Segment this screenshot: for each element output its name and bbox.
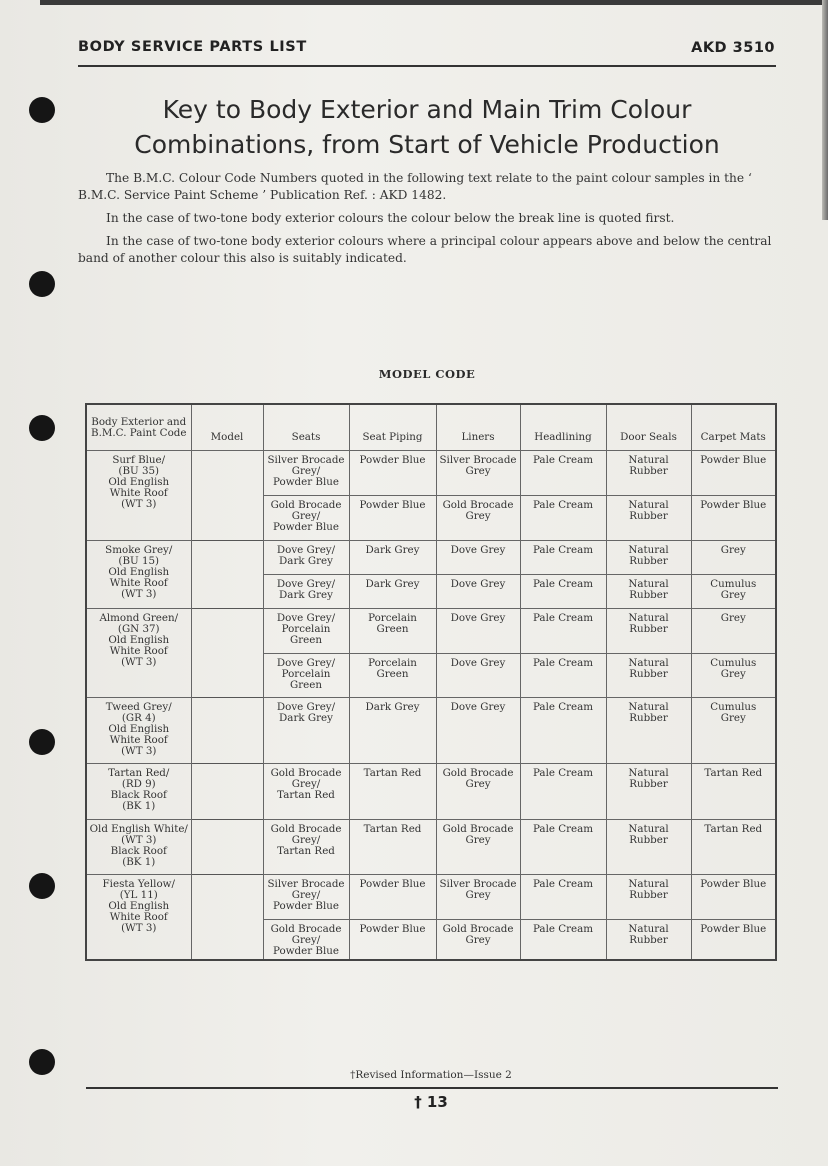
cell-line: Gold Brocade: [270, 499, 342, 511]
cell-line: White Roof: [109, 734, 168, 746]
door-seals-cell: [606, 698, 691, 764]
carpet-mats-cell: [691, 698, 776, 764]
punch-hole: [29, 97, 55, 123]
seat-piping-cell: [349, 820, 436, 875]
cell-line: Gold Brocade: [270, 767, 342, 779]
cell-line: Powder Blue: [359, 878, 426, 890]
cell-line: Rubber: [629, 934, 668, 946]
model-cell: [191, 654, 263, 698]
cell-line: Dove Grey/: [276, 612, 336, 624]
cell-line: Dark Grey: [365, 544, 420, 556]
header-rule: [78, 65, 776, 67]
cell-line: Tartan Red/: [108, 767, 170, 779]
cell-line: Powder Blue: [700, 499, 767, 511]
model-cell: [191, 575, 263, 609]
cell-line: Green: [290, 634, 322, 646]
cell-line: Dark Grey: [279, 712, 333, 724]
cell-line: Tartan Red: [363, 767, 422, 779]
cell-line: Pale Cream: [532, 767, 594, 779]
cell-line: Natural: [628, 612, 669, 624]
headlining-cell: [520, 451, 606, 496]
intro-paragraph: In the case of two-tone body exterior colours the colour below the break line is quoted first.: [106, 211, 675, 225]
model-cell: [191, 698, 263, 764]
liners-cell: [436, 698, 520, 764]
table-row: [86, 875, 776, 920]
cell-line: White Roof: [109, 911, 168, 923]
cell-line: Porcelain: [281, 668, 331, 680]
model-cell: [191, 920, 263, 960]
cell-line: Dove Grey/: [276, 544, 336, 556]
seats-cell: [263, 496, 349, 541]
headlining-cell: [520, 541, 606, 575]
table-row: [86, 451, 776, 496]
body-exterior-cell: [86, 764, 191, 820]
liners-cell: [436, 451, 520, 496]
seat-piping-cell: [349, 575, 436, 609]
page-number: † 13: [414, 1093, 448, 1111]
table-row: [86, 541, 776, 575]
cell-line: Old English White/: [89, 823, 188, 835]
cell-line: Pale Cream: [532, 657, 594, 669]
cell-line: Surf Blue/: [112, 454, 166, 466]
cell-line: Grey: [720, 544, 746, 556]
cell-line: Dove Grey/: [276, 701, 336, 713]
cell-line: Old English: [108, 476, 170, 488]
cell-line: Smoke Grey/: [105, 544, 173, 556]
carpet-mats-cell: [691, 496, 776, 541]
cell-line: Grey/: [291, 834, 321, 846]
headlining-cell: [520, 609, 606, 654]
cell-line: Cumulus: [710, 578, 757, 590]
body-exterior-cell: [86, 609, 191, 698]
table-row: [86, 764, 776, 820]
cell-line: Rubber: [629, 623, 668, 635]
cell-line: Rubber: [629, 668, 668, 680]
cell-line: Dove Grey: [450, 612, 506, 624]
cell-line: Porcelain: [281, 623, 331, 635]
body-exterior-cell: [86, 875, 191, 960]
cell-line: Natural: [628, 923, 669, 935]
column-header-seats: Seats: [263, 404, 349, 451]
cell-line: Grey: [465, 889, 491, 901]
cell-line: (YL 11): [119, 889, 158, 901]
cell-line: (WT 3): [121, 498, 157, 510]
cell-line: Dove Grey: [450, 578, 506, 590]
cell-line: (WT 3): [121, 745, 157, 757]
model-cell: [191, 609, 263, 654]
carpet-mats-cell: [691, 541, 776, 575]
cell-line: Natural: [628, 578, 669, 590]
cell-line: Grey/: [291, 934, 321, 946]
cell-line: Gold Brocade: [270, 923, 342, 935]
intro-paragraph: The B.M.C. Colour Code Numbers quoted in the following text relate to the paint colour samples in the ‘ B.M.C. Service Paint Scheme ’ Publication Ref. : AKD 1482.: [78, 171, 752, 202]
body-exterior-cell: [86, 541, 191, 609]
cell-line: White Roof: [109, 487, 168, 499]
cell-line: Rubber: [629, 889, 668, 901]
table-row: [86, 609, 776, 654]
cell-line: White Roof: [109, 577, 168, 589]
cell-line: (BK 1): [122, 800, 156, 812]
cell-line: Tweed Grey/: [105, 701, 172, 713]
table-body: [86, 451, 776, 960]
cell-line: Black Roof: [110, 845, 167, 857]
seats-cell: [263, 875, 349, 920]
cell-line: Grey: [465, 465, 491, 477]
cell-line: (RD 9): [121, 778, 156, 790]
intro-text: [78, 170, 776, 273]
model-cell: [191, 875, 263, 920]
column-header-model: Model: [191, 404, 263, 451]
liners-cell: [436, 920, 520, 960]
column-header-headlining: Headlining: [520, 404, 606, 451]
cell-line: Dark Grey: [365, 701, 420, 713]
cell-line: Rubber: [629, 589, 668, 601]
carpet-mats-cell: [691, 451, 776, 496]
seats-cell: [263, 764, 349, 820]
body-exterior-cell: [86, 451, 191, 541]
cell-line: Grey: [465, 778, 491, 790]
seat-piping-cell: [349, 764, 436, 820]
headlining-cell: [520, 920, 606, 960]
cell-line: Powder Blue: [359, 923, 426, 935]
seat-piping-cell: [349, 609, 436, 654]
liners-cell: [436, 575, 520, 609]
cell-line: Grey/: [291, 465, 321, 477]
cell-line: (GR 4): [121, 712, 156, 724]
cell-line: Gold Brocade: [442, 823, 514, 835]
scan-right-edge: [822, 0, 828, 220]
column-header-liners: Liners: [436, 404, 520, 451]
page-title-line-1: Key to Body Exterior and Main Trim Colour: [162, 95, 692, 124]
seats-cell: [263, 820, 349, 875]
table-row: [86, 820, 776, 875]
table-header-row: [86, 404, 776, 451]
page-title-line-2: Combinations, from Start of Vehicle Production: [134, 130, 720, 159]
seat-piping-cell: [349, 920, 436, 960]
model-cell: [191, 541, 263, 575]
headlining-cell: [520, 575, 606, 609]
seat-piping-cell: [349, 875, 436, 920]
seats-cell: [263, 541, 349, 575]
cell-line: Pale Cream: [532, 499, 594, 511]
carpet-mats-cell: [691, 920, 776, 960]
seat-piping-cell: [349, 451, 436, 496]
cell-line: Tartan Red: [704, 767, 763, 779]
cell-line: (GN 37): [117, 623, 160, 635]
door-seals-cell: [606, 875, 691, 920]
punch-hole: [29, 729, 55, 755]
door-seals-cell: [606, 496, 691, 541]
cell-line: Cumulus: [710, 657, 757, 669]
column-header-carpet-mats: Carpet Mats: [691, 404, 776, 451]
seats-cell: [263, 920, 349, 960]
cell-line: Old English: [108, 723, 170, 735]
headlining-cell: [520, 496, 606, 541]
liners-cell: [436, 875, 520, 920]
cell-line: Powder Blue: [273, 945, 339, 957]
cell-line: Grey: [465, 510, 491, 522]
seats-cell: [263, 654, 349, 698]
cell-line: Old English: [108, 634, 170, 646]
cell-line: Dove Grey: [450, 657, 506, 669]
cell-line: Grey: [720, 589, 746, 601]
cell-line: Pale Cream: [532, 612, 594, 624]
cell-line: (BU 35): [118, 465, 160, 477]
page-title: [78, 92, 776, 162]
seat-piping-cell: [349, 496, 436, 541]
header-document-ref: AKD 3510: [691, 40, 775, 56]
cell-line: Pale Cream: [532, 544, 594, 556]
table-row: [86, 698, 776, 764]
cell-line: Rubber: [629, 555, 668, 567]
cell-line: Natural: [628, 657, 669, 669]
cell-line: Grey: [720, 612, 746, 624]
cell-line: Powder Blue: [700, 878, 767, 890]
door-seals-cell: [606, 920, 691, 960]
door-seals-cell: [606, 654, 691, 698]
cell-line: Rubber: [629, 834, 668, 846]
cell-line: White Roof: [109, 645, 168, 657]
revised-information-note: †Revised Information—Issue 2: [350, 1069, 512, 1081]
seat-piping-cell: [349, 541, 436, 575]
cell-line: Grey: [720, 712, 746, 724]
cell-line: Black Roof: [110, 789, 167, 801]
model-cell: [191, 451, 263, 496]
seat-piping-cell: [349, 654, 436, 698]
cell-line: Pale Cream: [532, 823, 594, 835]
cell-line: Gold Brocade: [442, 923, 514, 935]
cell-line: Gold Brocade: [270, 823, 342, 835]
cell-line: Natural: [628, 701, 669, 713]
model-code-label: MODEL CODE: [378, 367, 476, 381]
scan-top-edge: [40, 0, 828, 5]
seat-piping-cell: [349, 698, 436, 764]
cell-line: Powder Blue: [273, 521, 339, 533]
cell-line: Green: [376, 623, 409, 635]
cell-line: Powder Blue: [700, 454, 767, 466]
cell-line: Cumulus: [710, 701, 757, 713]
seats-cell: [263, 698, 349, 764]
cell-line: Grey: [465, 834, 491, 846]
cell-line: Porcelain: [368, 612, 417, 624]
headlining-cell: [520, 698, 606, 764]
carpet-mats-cell: [691, 820, 776, 875]
cell-line: Silver Brocade: [439, 454, 517, 466]
liners-cell: [436, 820, 520, 875]
cell-line: Silver Brocade: [267, 878, 345, 890]
cell-line: Dark Grey: [279, 555, 333, 567]
cell-line: Natural: [628, 454, 669, 466]
cell-line: Powder Blue: [273, 900, 339, 912]
cell-line: Grey/: [291, 889, 321, 901]
cell-line: Grey: [720, 668, 746, 680]
cell-line: Green: [290, 679, 322, 691]
cell-line: Gold Brocade: [442, 767, 514, 779]
headlining-cell: [520, 654, 606, 698]
cell-line: Natural: [628, 823, 669, 835]
cell-line: Pale Cream: [532, 878, 594, 890]
column-header-door-seals: Door Seals: [606, 404, 691, 451]
carpet-mats-cell: [691, 654, 776, 698]
carpet-mats-cell: [691, 764, 776, 820]
cell-line: (BK 1): [122, 856, 156, 868]
cell-line: Tartan Red: [277, 845, 335, 857]
colour-combinations-table: [85, 403, 777, 961]
header-left-title: BODY SERVICE PARTS LIST: [78, 39, 307, 55]
cell-line: Almond Green/: [99, 612, 179, 624]
cell-line: (WT 3): [121, 588, 157, 600]
cell-line: Tartan Red: [277, 789, 335, 801]
model-cell: [191, 764, 263, 820]
cell-line: (WT 3): [121, 834, 157, 846]
carpet-mats-cell: [691, 575, 776, 609]
cell-line: Dark Grey: [365, 578, 420, 590]
liners-cell: [436, 609, 520, 654]
headlining-cell: [520, 764, 606, 820]
punch-hole: [29, 1049, 55, 1075]
cell-line: Rubber: [629, 465, 668, 477]
cell-line: Rubber: [629, 510, 668, 522]
door-seals-cell: [606, 820, 691, 875]
cell-line: Dove Grey/: [276, 657, 336, 669]
liners-cell: [436, 496, 520, 541]
punch-hole: [29, 415, 55, 441]
seats-cell: [263, 609, 349, 654]
cell-line: Tartan Red: [363, 823, 422, 835]
column-header-exterior: Body Exterior and B.M.C. Paint Code: [86, 404, 191, 451]
cell-line: Silver Brocade: [267, 454, 345, 466]
cell-line: Grey/: [291, 778, 321, 790]
intro-paragraph: In the case of two-tone body exterior colours where a principal colour appears above and below the central band of another colour this also is suitably indicated.: [78, 234, 772, 265]
footer-rule: [86, 1087, 778, 1089]
cell-line: Powder Blue: [359, 454, 426, 466]
cell-line: Natural: [628, 499, 669, 511]
liners-cell: [436, 541, 520, 575]
headlining-cell: [520, 820, 606, 875]
column-header-seat-piping: Seat Piping: [349, 404, 436, 451]
cell-line: Powder Blue: [359, 499, 426, 511]
model-cell: [191, 496, 263, 541]
cell-line: Pale Cream: [532, 454, 594, 466]
body-exterior-cell: [86, 698, 191, 764]
headlining-cell: [520, 875, 606, 920]
door-seals-cell: [606, 451, 691, 496]
cell-line: Natural: [628, 767, 669, 779]
punch-hole: [29, 873, 55, 899]
model-cell: [191, 820, 263, 875]
cell-line: Tartan Red: [704, 823, 763, 835]
cell-line: Pale Cream: [532, 578, 594, 590]
cell-line: Old English: [108, 900, 170, 912]
carpet-mats-cell: [691, 609, 776, 654]
cell-line: Porcelain: [368, 657, 417, 669]
cell-line: (WT 3): [121, 656, 157, 668]
punch-hole: [29, 271, 55, 297]
cell-line: Natural: [628, 878, 669, 890]
cell-line: Rubber: [629, 778, 668, 790]
cell-line: Grey: [465, 934, 491, 946]
cell-line: Dove Grey: [450, 544, 506, 556]
door-seals-cell: [606, 575, 691, 609]
seats-cell: [263, 451, 349, 496]
cell-line: Fiesta Yellow/: [102, 878, 175, 890]
seats-cell: [263, 575, 349, 609]
liners-cell: [436, 764, 520, 820]
cell-line: (WT 3): [121, 922, 157, 934]
cell-line: Old English: [108, 566, 170, 578]
door-seals-cell: [606, 609, 691, 654]
cell-line: Grey/: [291, 510, 321, 522]
cell-line: Dove Grey/: [276, 578, 336, 590]
door-seals-cell: [606, 764, 691, 820]
liners-cell: [436, 654, 520, 698]
body-exterior-cell: [86, 820, 191, 875]
cell-line: Gold Brocade: [442, 499, 514, 511]
cell-line: Silver Brocade: [439, 878, 517, 890]
door-seals-cell: [606, 541, 691, 575]
cell-line: Dark Grey: [279, 589, 333, 601]
cell-line: Pale Cream: [532, 923, 594, 935]
carpet-mats-cell: [691, 875, 776, 920]
cell-line: Green: [376, 668, 409, 680]
cell-line: Dove Grey: [450, 701, 506, 713]
cell-line: Natural: [628, 544, 669, 556]
cell-line: Powder Blue: [273, 476, 339, 488]
cell-line: (BU 15): [118, 555, 160, 567]
cell-line: Pale Cream: [532, 701, 594, 713]
cell-line: Powder Blue: [700, 923, 767, 935]
cell-line: Rubber: [629, 712, 668, 724]
